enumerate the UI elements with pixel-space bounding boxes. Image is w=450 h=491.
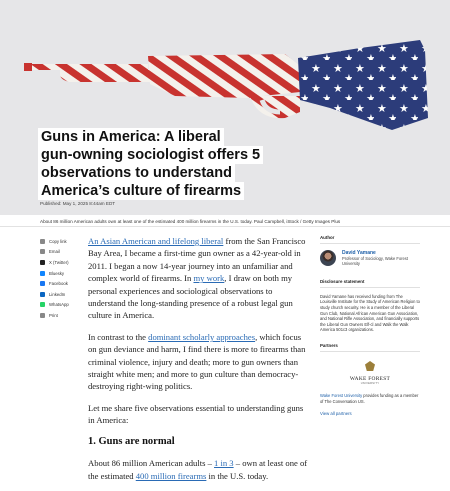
- x-icon: [40, 260, 45, 265]
- paragraph-text: In contrast to the: [88, 331, 149, 342]
- paragraph: [88, 235, 308, 322]
- title-line: observations to understand: [38, 164, 235, 182]
- logo-text: WAKE FOREST: [349, 375, 391, 382]
- whatsapp-icon: [40, 302, 45, 307]
- inline-link[interactable]: An Asian American and lifelong liberal: [88, 236, 224, 246]
- hero-image: [0, 0, 450, 215]
- author-name[interactable]: David Yamane: [342, 250, 376, 256]
- author-section-label: Author: [320, 235, 420, 244]
- article-title: [38, 128, 263, 200]
- facebook-icon: [40, 281, 45, 286]
- share-facebook[interactable]: [40, 278, 80, 289]
- logo-subtext: UNIVERSITY: [360, 381, 380, 385]
- share-label: Bluesky: [49, 270, 65, 276]
- partners-section-label: Partners: [320, 343, 420, 352]
- paragraph-text: , I draw on both my personal experiences and sociological observations to understand the long-standing presence of a robust legal gun culture in America.: [88, 273, 293, 321]
- inline-link[interactable]: dominant scholarly approaches: [148, 331, 256, 342]
- disclosure-section-label: Disclosure statement: [320, 279, 420, 288]
- title-line: Guns in America: A liberal: [38, 128, 224, 146]
- view-all-partners-link[interactable]: View all partners: [320, 411, 352, 417]
- image-caption: About 86 million American adults own at least one of the estimated 400 million firearms in the U.S. today. Paul Campbell, iStock / Getty Images Plus: [40, 219, 341, 224]
- share-label: Facebook: [49, 281, 68, 287]
- author-card[interactable]: [320, 250, 420, 267]
- right-sidebar: [320, 235, 420, 416]
- link-icon: [40, 239, 45, 244]
- print-icon: [40, 313, 45, 318]
- share-sidebar: [40, 236, 80, 321]
- paragraph: [88, 457, 308, 482]
- share-print[interactable]: [40, 310, 80, 321]
- section-heading: 1. Guns are normal: [88, 435, 175, 447]
- divider: [0, 226, 450, 227]
- article-body: [88, 235, 308, 491]
- share-label: Copy link: [49, 238, 67, 244]
- paragraph: Let me share five observations essential to understanding guns in America:: [88, 402, 304, 426]
- published-date: Published: May 1, 2025 8:44am EDT: [40, 201, 116, 206]
- paragraph-text: About 86 million American adults –: [88, 458, 215, 469]
- inline-link[interactable]: my work: [193, 273, 225, 284]
- partner-note-text: provides funding as a member of The Conversation US.: [320, 392, 419, 404]
- paragraph-text: , which focus on gun deviance and harm, I find there is more to firearms than criminal violence, injury and death; more to gun owners than straight white men; and more to gun culture than democracy-destroying right-wing politics.: [88, 331, 306, 392]
- bluesky-icon: [40, 271, 45, 276]
- shield-icon: [365, 361, 375, 371]
- paragraph-text: from the San Francisco Bay Area, I became a first-time gun owner as a 42-year-old in 2011. I began a now 14-year journey into an unfamiliar and complex world of firearms. In: [88, 236, 306, 284]
- author-role: Professor of Sociology, Wake Forest University: [342, 256, 408, 267]
- share-x[interactable]: [40, 257, 80, 268]
- partner-link[interactable]: Wake Forest University: [320, 392, 363, 398]
- share-linkedin[interactable]: [40, 289, 80, 300]
- title-line: gun-owning sociologist offers 5: [38, 146, 263, 164]
- share-whatsapp[interactable]: [40, 300, 80, 311]
- share-bluesky[interactable]: [40, 268, 80, 279]
- share-label: X (Twitter): [49, 259, 69, 265]
- paragraph: [88, 331, 308, 393]
- inline-link[interactable]: 1 in 3: [214, 458, 234, 469]
- disclosure-text: David Yamane has received funding from The Louisville Institute for the Study of American Religion to study church security. He is a member of the Liberal Gun Club, National African American Gun Association, and National Rifle Association, and financially supports the Liberal Gun Owners Elf-cl and Walk the Walk America 501c3 organizations.: [320, 293, 420, 333]
- share-label: Email: [49, 249, 60, 255]
- email-icon: [40, 249, 45, 254]
- paragraph-text: in the U.S. today.: [206, 470, 269, 481]
- share-label: Print: [49, 312, 58, 318]
- inline-link[interactable]: 400 million firearms: [135, 470, 207, 481]
- avatar: [320, 250, 336, 266]
- share-copy-link[interactable]: [40, 236, 80, 247]
- partner-note: [320, 393, 420, 404]
- share-email[interactable]: [40, 247, 80, 258]
- share-label: WhatsApp: [49, 302, 69, 308]
- linkedin-icon: [40, 292, 45, 297]
- share-label: LinkedIn: [49, 291, 66, 297]
- title-line: America’s culture of firearms: [38, 182, 244, 200]
- paragraph-text: – own at least one of the estimated: [88, 458, 308, 481]
- partner-logo[interactable]: [320, 358, 420, 385]
